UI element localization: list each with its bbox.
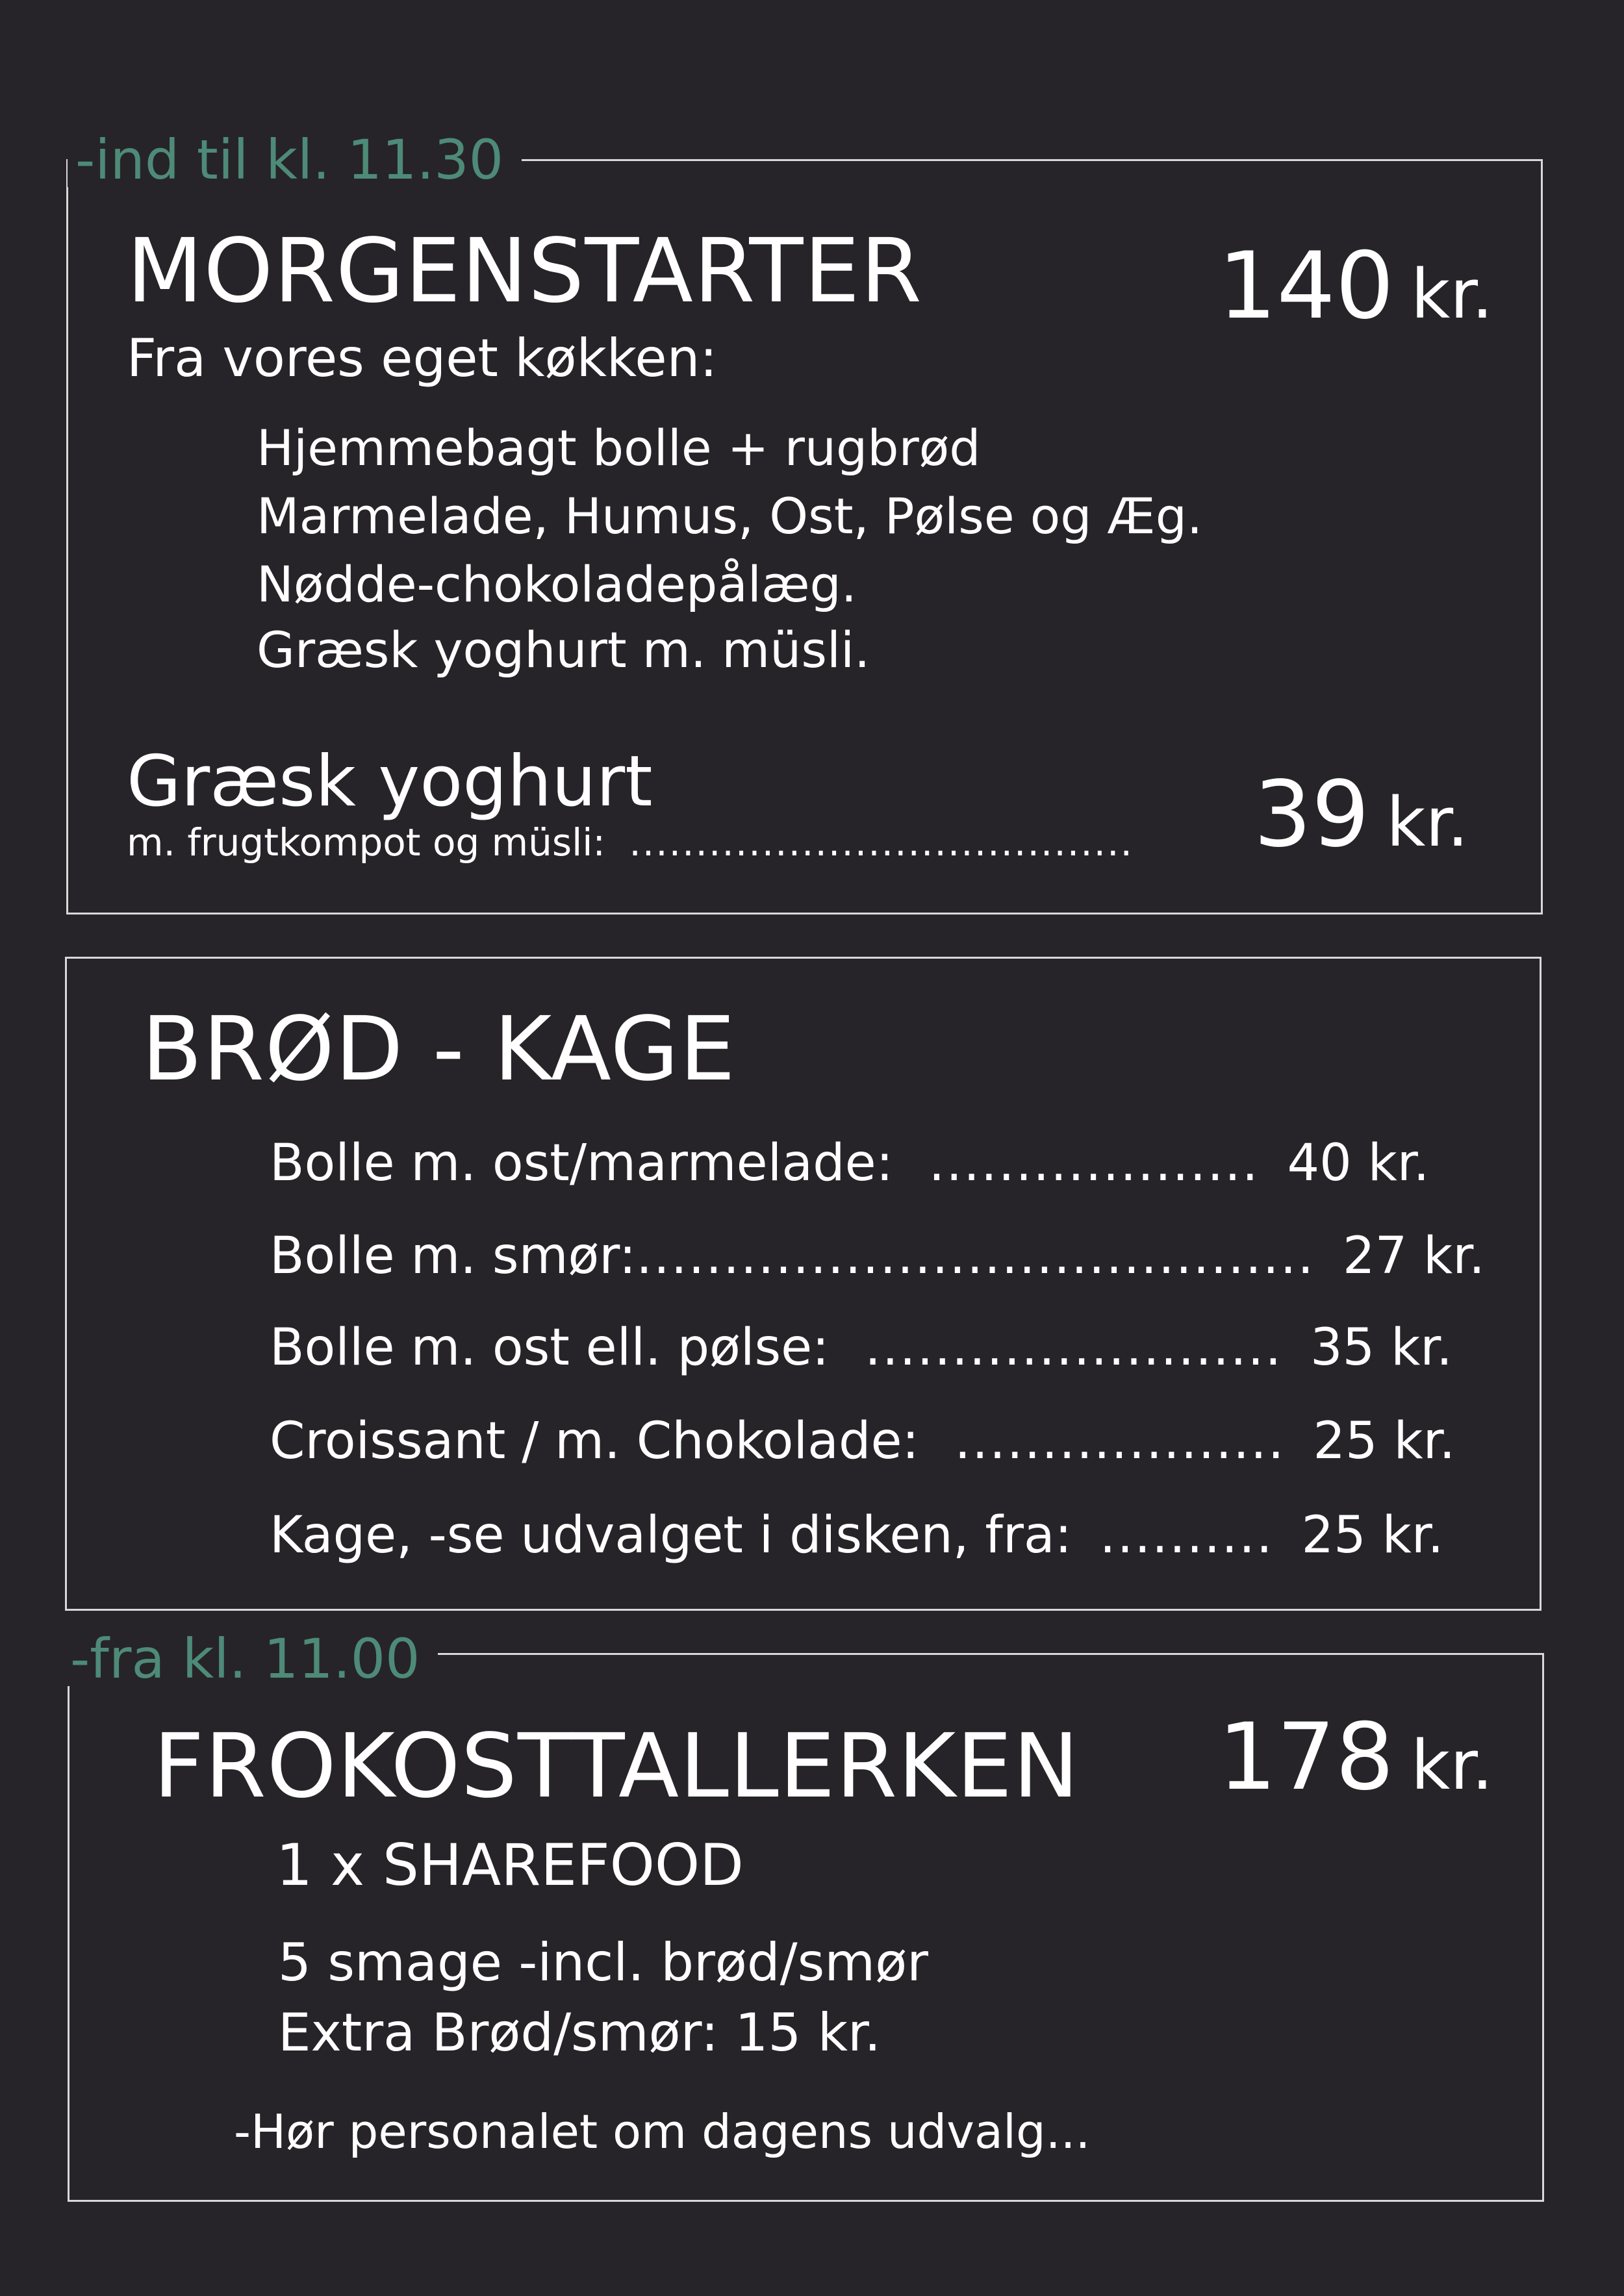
brod-row-1-dots: ................... (928, 1134, 1260, 1192)
morgen-item-4: Græsk yoghurt m. müsli. (257, 621, 870, 679)
brod-title: BRØD - KAGE (142, 998, 736, 1101)
morgen-item-2: Marmelade, Humus, Ost, Pølse og Æg. (257, 487, 1203, 545)
yoghurt-title: Græsk yoghurt (127, 741, 653, 822)
brod-row-2-price: 27 kr. (1343, 1227, 1485, 1285)
yoghurt-desc-text: m. frugtkompot og müsli: (127, 820, 605, 864)
frokost-price-unit: kr. (1411, 1726, 1493, 1805)
frokost-extra: Extra Brød/smør: 15 kr. (278, 2002, 882, 2063)
frokost-smage: 5 smage -incl. brød/smør (278, 1932, 929, 1993)
yoghurt-dots: ...................................... (629, 820, 1134, 864)
morgen-item-1: Hjemmebagt bolle + rugbrød (257, 419, 981, 477)
brod-row-3-price: 35 kr. (1310, 1318, 1453, 1377)
morgen-title: MORGENSTARTER (127, 220, 922, 323)
frokost-price (1218, 1704, 1493, 1811)
brod-row-1 (270, 1134, 1430, 1192)
brod-row-3 (270, 1318, 1453, 1377)
brod-row-2-dots: ....................................... (636, 1227, 1315, 1285)
brod-row-3-dots: ........................ (865, 1318, 1283, 1377)
frokost-time-label: -fra kl. 11.00 (62, 1632, 438, 1686)
brod-row-2-label: Bolle m. smør: (270, 1227, 637, 1285)
brod-row-1-label: Bolle m. ost/marmelade: (270, 1134, 893, 1192)
frokost-sharefood: 1 x SHAREFOOD (276, 1832, 744, 1899)
brod-row-4 (270, 1412, 1456, 1470)
brod-row-5-price: 25 kr. (1301, 1506, 1444, 1565)
yoghurt-price-value: 39 (1254, 762, 1370, 868)
morgen-time-label: -ind til kl. 11.30 (68, 132, 522, 187)
morgen-subtitle: Fra vores eget køkken: (127, 328, 718, 388)
morgen-price (1218, 233, 1493, 340)
frokost-note: -Hør personalet om dagens udvalg... (234, 2104, 1091, 2159)
brod-row-4-dots: ................... (954, 1412, 1286, 1470)
morgen-price-unit: kr. (1411, 255, 1493, 334)
morgen-item-3: Nødde-chokoladepålæg. (257, 555, 857, 613)
yoghurt-price (1254, 762, 1469, 868)
brod-row-3-label: Bolle m. ost ell. pølse: (270, 1318, 830, 1377)
brod-row-5-dots: .......... (1099, 1506, 1274, 1565)
brod-row-1-price: 40 kr. (1287, 1134, 1430, 1192)
brod-row-5 (270, 1506, 1444, 1565)
brod-row-4-price: 25 kr. (1313, 1412, 1456, 1470)
frokost-price-value: 178 (1218, 1704, 1395, 1811)
brod-row-5-label: Kage, -se udvalget i disken, fra: (270, 1506, 1072, 1565)
brod-row-2 (270, 1227, 1485, 1285)
morgen-price-value: 140 (1218, 233, 1395, 340)
brod-row-4-label: Croissant / m. Chokolade: (270, 1412, 919, 1470)
yoghurt-desc (127, 820, 1134, 864)
frokost-title: FROKOSTTALLERKEN (153, 1715, 1080, 1818)
yoghurt-price-unit: kr. (1386, 783, 1469, 862)
